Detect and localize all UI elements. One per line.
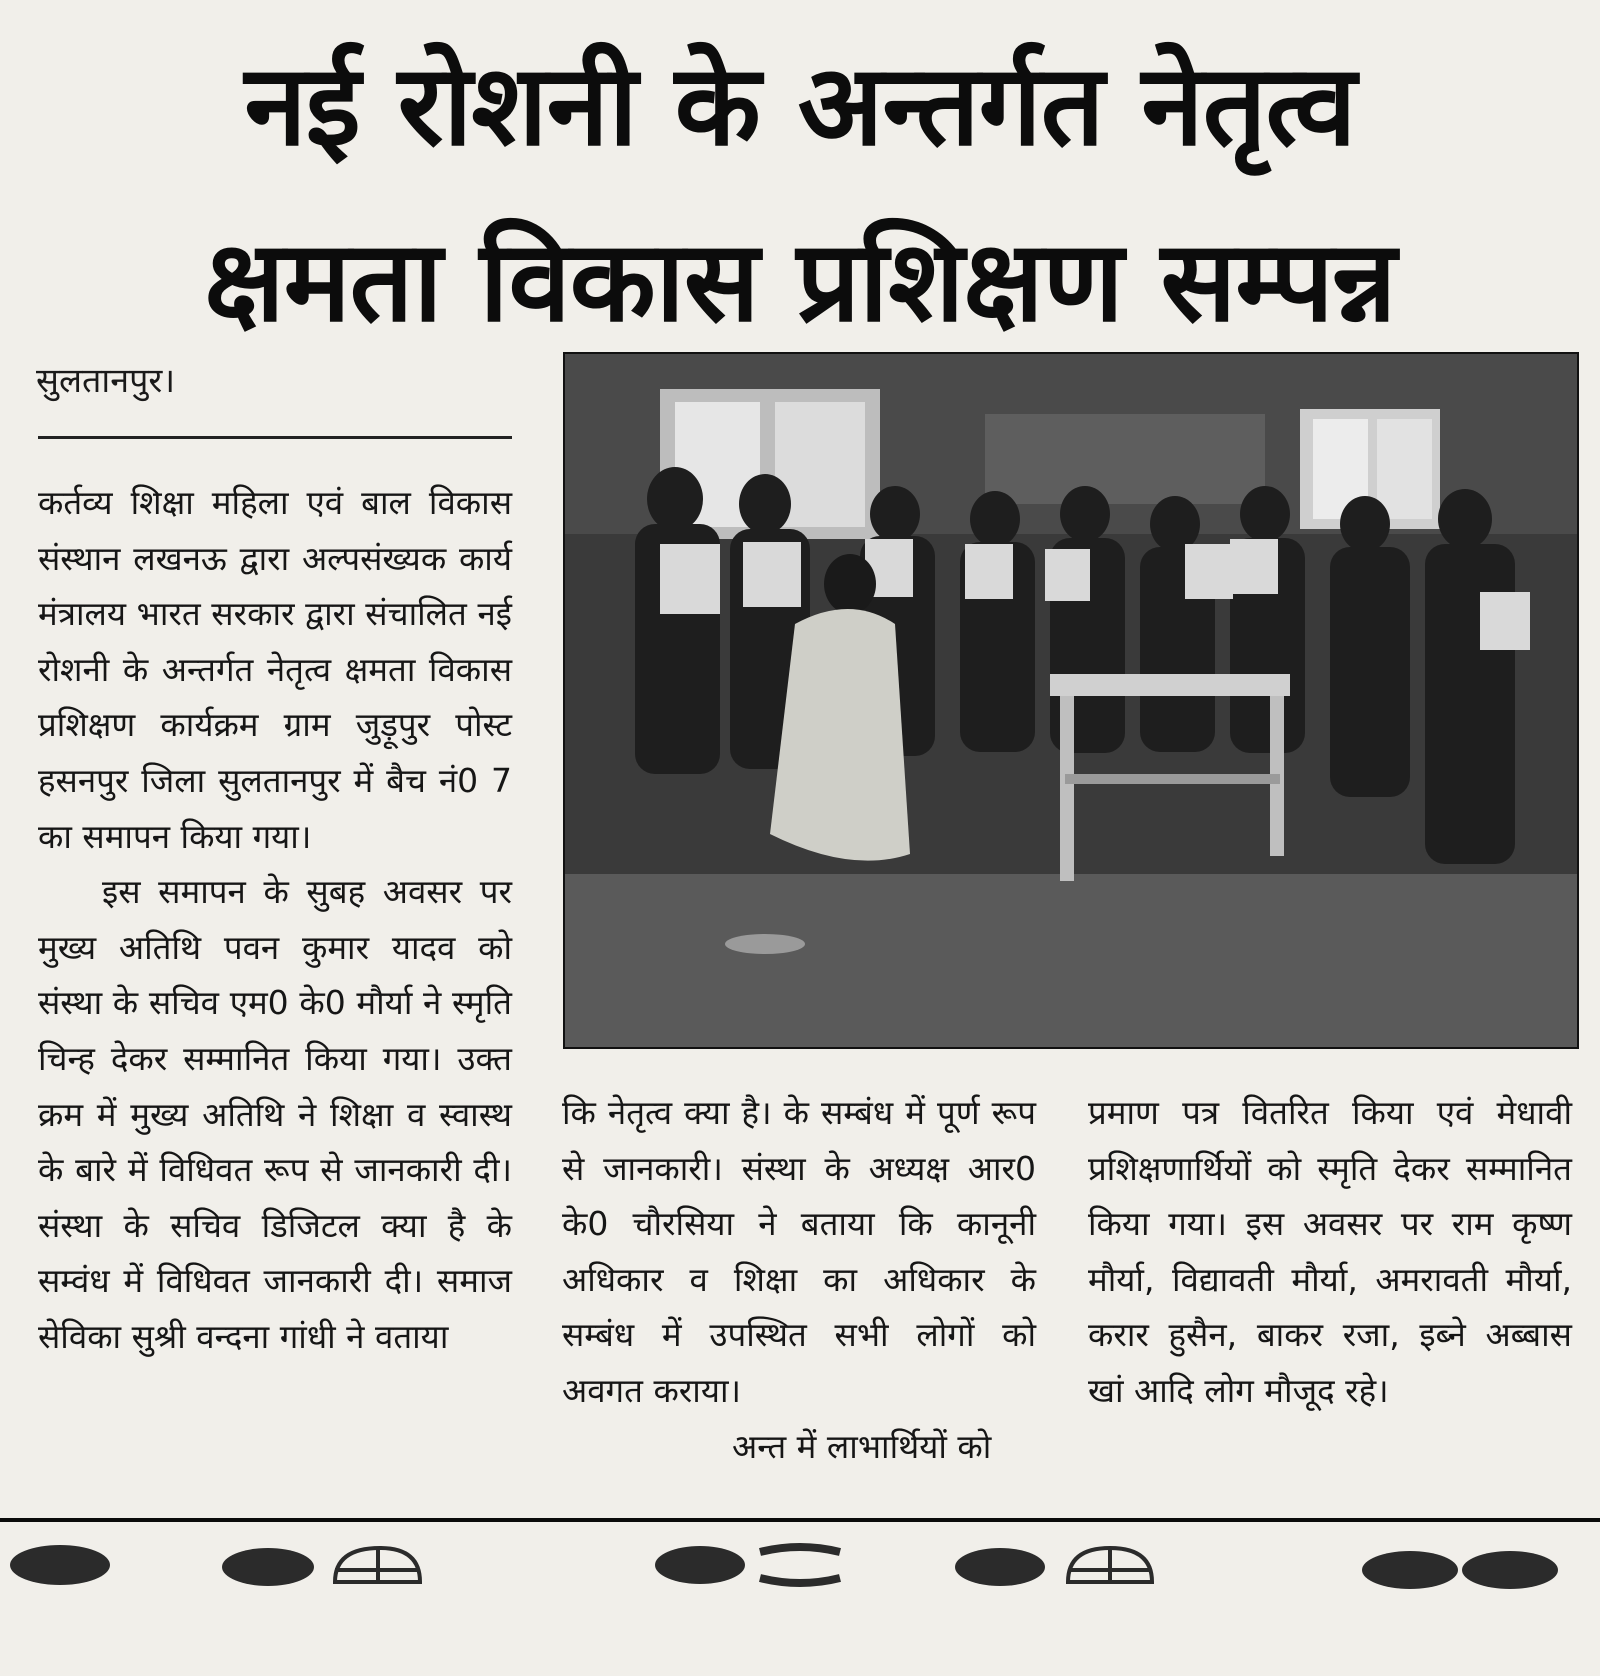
partial-logo-strip: [0, 1530, 1600, 1610]
paragraph: कर्तव्य शिक्षा महिला एवं बाल विकास संस्थान लखनऊ द्वारा अल्पसंख्यक कार्य मंत्रालय भारत सरकार द्वारा संचालित नई रोशनी के अन्तर्गत नेतृत्व क्षमता विकास प्रशिक्षण कार्यक्रम ग्राम जुड़ूपुर पोस्ट हसनपुर जिला सुलतानपुर में बैच नं0 7 का समापन किया गया।: [38, 483, 512, 856]
dateline: सुलतानपुर।: [36, 361, 176, 401]
paragraph: इस समापन के सुबह अवसर पर मुख्य अतिथि पवन कुमार यादव को संस्था के सचिव एम0 के0 मौर्या ने स्मृति चिन्ह देकर सम्मानित किया गया। उक्त क्रम में मुख्य अतिथि ने शिक्षा व स्वास्थ के बारे में विधिवत रूप से जानकारी दी। संस्था के सचिव डिजिटल क्या है के सम्वंध में विधिवत जानकारी दी। समाज सेविका सुश्री वन्दना गांधी ने वताया: [38, 872, 512, 1356]
headline-line-1: नई रोशनी के अन्तर्गत नेतृत्व: [244, 41, 1356, 171]
headline-line-2: क्षमता विकास प्रशिक्षण सम्पन्न: [204, 217, 1396, 347]
article-column-3: [1088, 1085, 1572, 1419]
paragraph: प्रमाण पत्र वितरित किया एवं मेधावी प्रशिक्षणार्थियों को स्मृति देकर सम्मानित किया गया। इस अवसर पर राम कृष्ण मौर्या, विद्यावती मौर्या, अमरावती मौर्या, करार हुसैन, बाकर रजा, इब्ने अब्बास खां आदि लोग मौजूद रहे।: [1088, 1093, 1572, 1410]
page-divider: [0, 1518, 1600, 1522]
article-column-1: [38, 475, 512, 1365]
event-photo: [563, 352, 1579, 1049]
event-photo-illustration: [565, 354, 1577, 1047]
paragraph: अन्त में लाभार्थियों को: [732, 1426, 992, 1466]
article-column-2: [562, 1085, 1036, 1474]
headline: [60, 18, 1540, 370]
dateline-divider: [38, 436, 512, 439]
paragraph: कि नेतृत्व क्या है। के सम्बंध में पूर्ण रूप से जानकारी। संस्था के अध्यक्ष आर0 के0 चौरसिया ने बताया कि कानूनी अधिकार व शिक्षा का अधिकार के सम्बंध में उपस्थित सभी लोगों को अवगत कराया।: [562, 1093, 1036, 1410]
